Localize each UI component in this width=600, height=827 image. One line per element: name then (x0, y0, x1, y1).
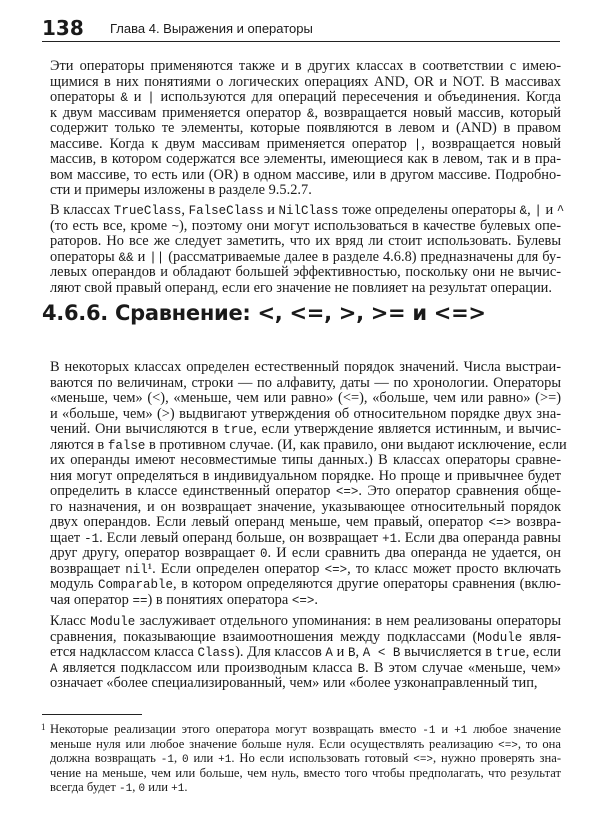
text-run: . (314, 591, 318, 608)
footnote-text (50, 722, 561, 795)
text-run: и (127, 89, 148, 105)
text-line (50, 531, 561, 547)
inline-code: ~ (171, 219, 180, 234)
text-run: и «больше, чем» (>) выдвигают утверждения об относительном порядке двух зна- (50, 405, 561, 422)
text-run: , (181, 202, 189, 218)
inline-code: <=> (413, 754, 434, 766)
text-line (50, 661, 561, 677)
inline-code: & (519, 204, 528, 218)
text-run: . В этом случае «меньше, чем» (365, 659, 561, 676)
text-run: ). Для классов (235, 644, 326, 660)
text-run: ляются в (50, 436, 108, 453)
text-run: , (527, 202, 535, 218)
inline-code: false (107, 438, 146, 453)
section-heading: 4.6.6. Сравнение: <, <=, >, >= и <=> (42, 301, 486, 325)
text-run: . И если сравнить два операнда не удается, он (267, 545, 561, 561)
text-line (50, 376, 561, 392)
text-run: их операнды имеют несовместимые типы данных.) В классах операторы сравне- (50, 452, 561, 468)
text-run: массив, в котором содержатся все элементы, имеющиеся как в левом, так и в пра- (50, 151, 561, 167)
paragraph-3 (50, 359, 567, 608)
text-run: щимися в них понятиями о логических операциях AND, OR и NOT. В массивах (50, 73, 561, 90)
inline-code: || (149, 250, 165, 265)
text-run: . Если левый операнд больше, он возвращает (99, 529, 383, 546)
text-run: модуль (50, 576, 99, 592)
text-run: определить в классе единственный оператор (50, 483, 336, 499)
text-run: двух операндов. Если левый операнд меньше, чем правый, оператор (50, 514, 489, 530)
text-line (50, 152, 561, 168)
header-divider (42, 41, 560, 42)
inline-code: 0 (138, 783, 146, 795)
text-run: , возвращается новый (421, 135, 561, 152)
inline-code: <=> (324, 562, 348, 577)
text-run: и (332, 644, 348, 660)
text-line (50, 90, 561, 106)
inline-code: && (118, 250, 134, 265)
text-run: возвращает (50, 560, 126, 577)
inline-code: true (495, 646, 526, 660)
text-line (50, 436, 567, 454)
text-run: сти и примеры изложены в разделе 9.5.2.7. (50, 182, 312, 198)
inline-code: 0 (182, 754, 189, 766)
inline-code: +1 (171, 783, 185, 795)
text-run: , (132, 780, 139, 794)
text-run: левых операндов и обладают большей эффективностью, поскольку они не вычис- (50, 264, 561, 280)
text-run: возвра- (510, 514, 562, 530)
text-run: ляют свой правый операнд, если его значение не повлияет на результат операции. (50, 279, 552, 296)
text-run: вычисляется в (400, 644, 496, 660)
text-run: и (541, 202, 557, 218)
page-number: 138 (42, 16, 84, 40)
text-run: чая оператор (50, 591, 133, 608)
text-line (50, 630, 561, 646)
text-run: массиве. Когда к двум массивам применяется оператор (50, 135, 414, 152)
text-run: или (145, 780, 172, 794)
inline-code: -1 (84, 531, 100, 546)
text-run: означает «более специализированный, чем» или «более узконаправленный тип, (50, 675, 538, 691)
text-run: и (133, 248, 150, 265)
text-run: меньше нуля или любое значение больше нуля. Если осуществлять реализацию (50, 736, 499, 751)
inline-code: NilClass (278, 204, 339, 218)
paragraph-4 (50, 614, 561, 692)
text-run: раторов. Но все же следует заметить, что их вряд ли стоит использовать. Булевы (50, 233, 561, 249)
text-line (50, 562, 561, 578)
text-line (50, 422, 561, 438)
text-run: операторы (50, 248, 119, 265)
text-line (50, 360, 561, 376)
inline-code: ^ (556, 204, 565, 218)
text-run: (то есть все, кроме (50, 217, 172, 234)
inline-code: & (306, 106, 315, 121)
footnote-mark: 1 (41, 722, 46, 732)
text-run: . Но если использовать готовый (231, 751, 414, 765)
text-run: содержит только те элементы, которые появляются в левом и (AND) в правом (50, 120, 561, 136)
text-run: «меньше, чем» (<), «меньше, чем или равно» (<=), «больше, чем или равно» (>=) (50, 390, 561, 406)
inline-code: A (50, 661, 58, 676)
text-run: , если утверждение является истинным, и вычис- (253, 421, 562, 437)
inline-code: 0 (260, 547, 268, 561)
text-line (50, 407, 561, 423)
text-run: ется надклассом класса (50, 644, 198, 660)
text-line (50, 614, 561, 630)
text-line (50, 281, 561, 297)
text-line (50, 202, 565, 219)
text-run: Эти операторы применяются также и в других классах в соответствии с имею- (50, 58, 561, 74)
text-line (50, 106, 561, 122)
text-line (50, 168, 561, 184)
text-run: чение на меньше, чем или больше, чем нуль, вместо того чтобы предполагать, что результат (50, 765, 561, 780)
inline-code: | (147, 91, 155, 105)
inline-code: | (534, 204, 542, 218)
text-run: ) в понятиях оператора (147, 591, 292, 608)
inline-code: <=> (498, 739, 518, 752)
inline-code: -1 (118, 783, 133, 795)
inline-code: <=> (335, 485, 359, 499)
text-line (50, 265, 561, 281)
inline-code: FalseClass (188, 204, 264, 218)
text-line (50, 137, 561, 153)
text-line (50, 676, 561, 692)
inline-code: A (325, 646, 333, 660)
text-run: явля- (522, 628, 561, 645)
text-line (50, 391, 561, 407)
inline-code: Comparable (98, 578, 174, 592)
text-run: го назначения, и он возвращает значение, указывающее относительный порядок (50, 498, 561, 515)
footnote-divider (42, 714, 142, 715)
text-run: операторы (50, 89, 121, 105)
text-line (50, 546, 561, 562)
running-header: Глава 4. Выражения и операторы (110, 21, 313, 36)
inline-code: & (120, 91, 128, 105)
text-run: ), поэтому они могут использоваться в качестве булевых опе- (179, 217, 561, 234)
inline-code: Module (477, 630, 523, 645)
text-run: сравнения, показывающие взаимоотношения между подклассами ( (50, 628, 478, 645)
text-run: используются для операций пересечения и объединения. Когда (154, 89, 561, 105)
text-line (50, 183, 561, 199)
text-run: щает (50, 529, 85, 546)
inline-code: A < B (362, 646, 401, 660)
inline-code: true (223, 423, 254, 437)
text-line (50, 500, 561, 516)
inline-code: Class (197, 646, 236, 660)
inline-code: +1 (454, 725, 468, 737)
text-run: ваются по величинам, строки — по алфавиту, даты — по хронологии. Операторы (50, 374, 561, 391)
text-run: чений. Они вычисляются в (50, 421, 224, 437)
text-run: Класс (50, 613, 91, 629)
text-run: и (435, 722, 455, 736)
text-run: в противном случае. (И, как правило, они выдают исключение, если (145, 436, 567, 453)
text-run: , (173, 751, 182, 765)
inline-code: +1 (382, 531, 398, 546)
inline-code: <=> (488, 516, 511, 530)
text-run: всегда будет (50, 780, 119, 794)
text-run: и (263, 202, 279, 218)
text-run: должна возвращать (50, 751, 161, 765)
paragraph-2 (50, 202, 565, 296)
text-run: , то класс может просто включать (347, 560, 561, 577)
inline-code: Module (90, 615, 136, 629)
text-line (50, 577, 561, 593)
text-line (50, 75, 561, 91)
inline-code: TrueClass (113, 204, 182, 218)
inline-code: B (357, 661, 366, 676)
text-line (50, 766, 561, 781)
text-line (50, 234, 561, 250)
text-run: Некоторые реализации этого оператора могут возвращать вместо (50, 722, 423, 736)
inline-code: -1 (422, 725, 436, 737)
text-run: вом массиве, то есть или (OR) в одном массиве, или в другом массиве. Подробно- (50, 166, 561, 183)
text-line (50, 645, 561, 661)
text-line (50, 59, 561, 75)
text-run: ния могут определяться в индивидуальном порядке. Но проще и привычнее будет (50, 467, 561, 484)
text-line (50, 780, 561, 795)
text-run: В некоторых классах определен естественный порядок значений. Числа выстраи- (50, 359, 561, 375)
text-run: , нужно проверять зна- (433, 751, 562, 765)
text-run: , в котором определяются другие операторы сравнения (вклю- (173, 576, 561, 592)
text-run: (рассматриваемые далее в разделе 4.6.8) предназначены для бу- (164, 248, 561, 265)
text-run: . Если два операнда равны (397, 529, 561, 546)
inline-code: <=> (291, 593, 315, 608)
inline-code: +1 (218, 754, 232, 766)
text-run: является подклассом или производным класса (57, 659, 358, 676)
text-run: любое значение (467, 722, 562, 736)
inline-code: nil (125, 562, 148, 577)
text-line (50, 453, 561, 469)
text-line (50, 250, 561, 266)
inline-code: == (132, 593, 148, 608)
text-line (50, 722, 561, 737)
text-run: , (355, 644, 363, 660)
text-line (50, 515, 561, 531)
text-run: . Это оператор сравнения обще- (358, 483, 561, 499)
text-run: ¹. Если определен оператор (147, 560, 325, 577)
text-line (50, 219, 561, 235)
text-run: , то она (517, 736, 561, 751)
inline-code: B (347, 646, 356, 660)
text-run: заслуживает отдельного упоминания: в нем реализованы операторы (135, 613, 561, 629)
text-run: , если (525, 644, 561, 660)
text-run: , возвращается новый массив, который (314, 104, 561, 121)
inline-code: -1 (160, 754, 174, 766)
text-run: тоже определены операторы (338, 202, 520, 218)
paragraph-1 (50, 59, 561, 199)
text-line (50, 593, 561, 609)
text-line (50, 469, 561, 485)
text-line (50, 484, 561, 500)
text-line (50, 737, 561, 752)
footnote (41, 722, 562, 795)
text-run: В классах (50, 202, 114, 218)
text-run: или (188, 751, 219, 765)
inline-code: | (413, 137, 422, 152)
text-run: к двум массивам применяется оператор (50, 104, 307, 121)
text-run: . (184, 780, 188, 794)
text-line (50, 751, 561, 766)
text-run: друг другу, оператор возвращает (50, 545, 260, 561)
text-line (50, 121, 561, 137)
